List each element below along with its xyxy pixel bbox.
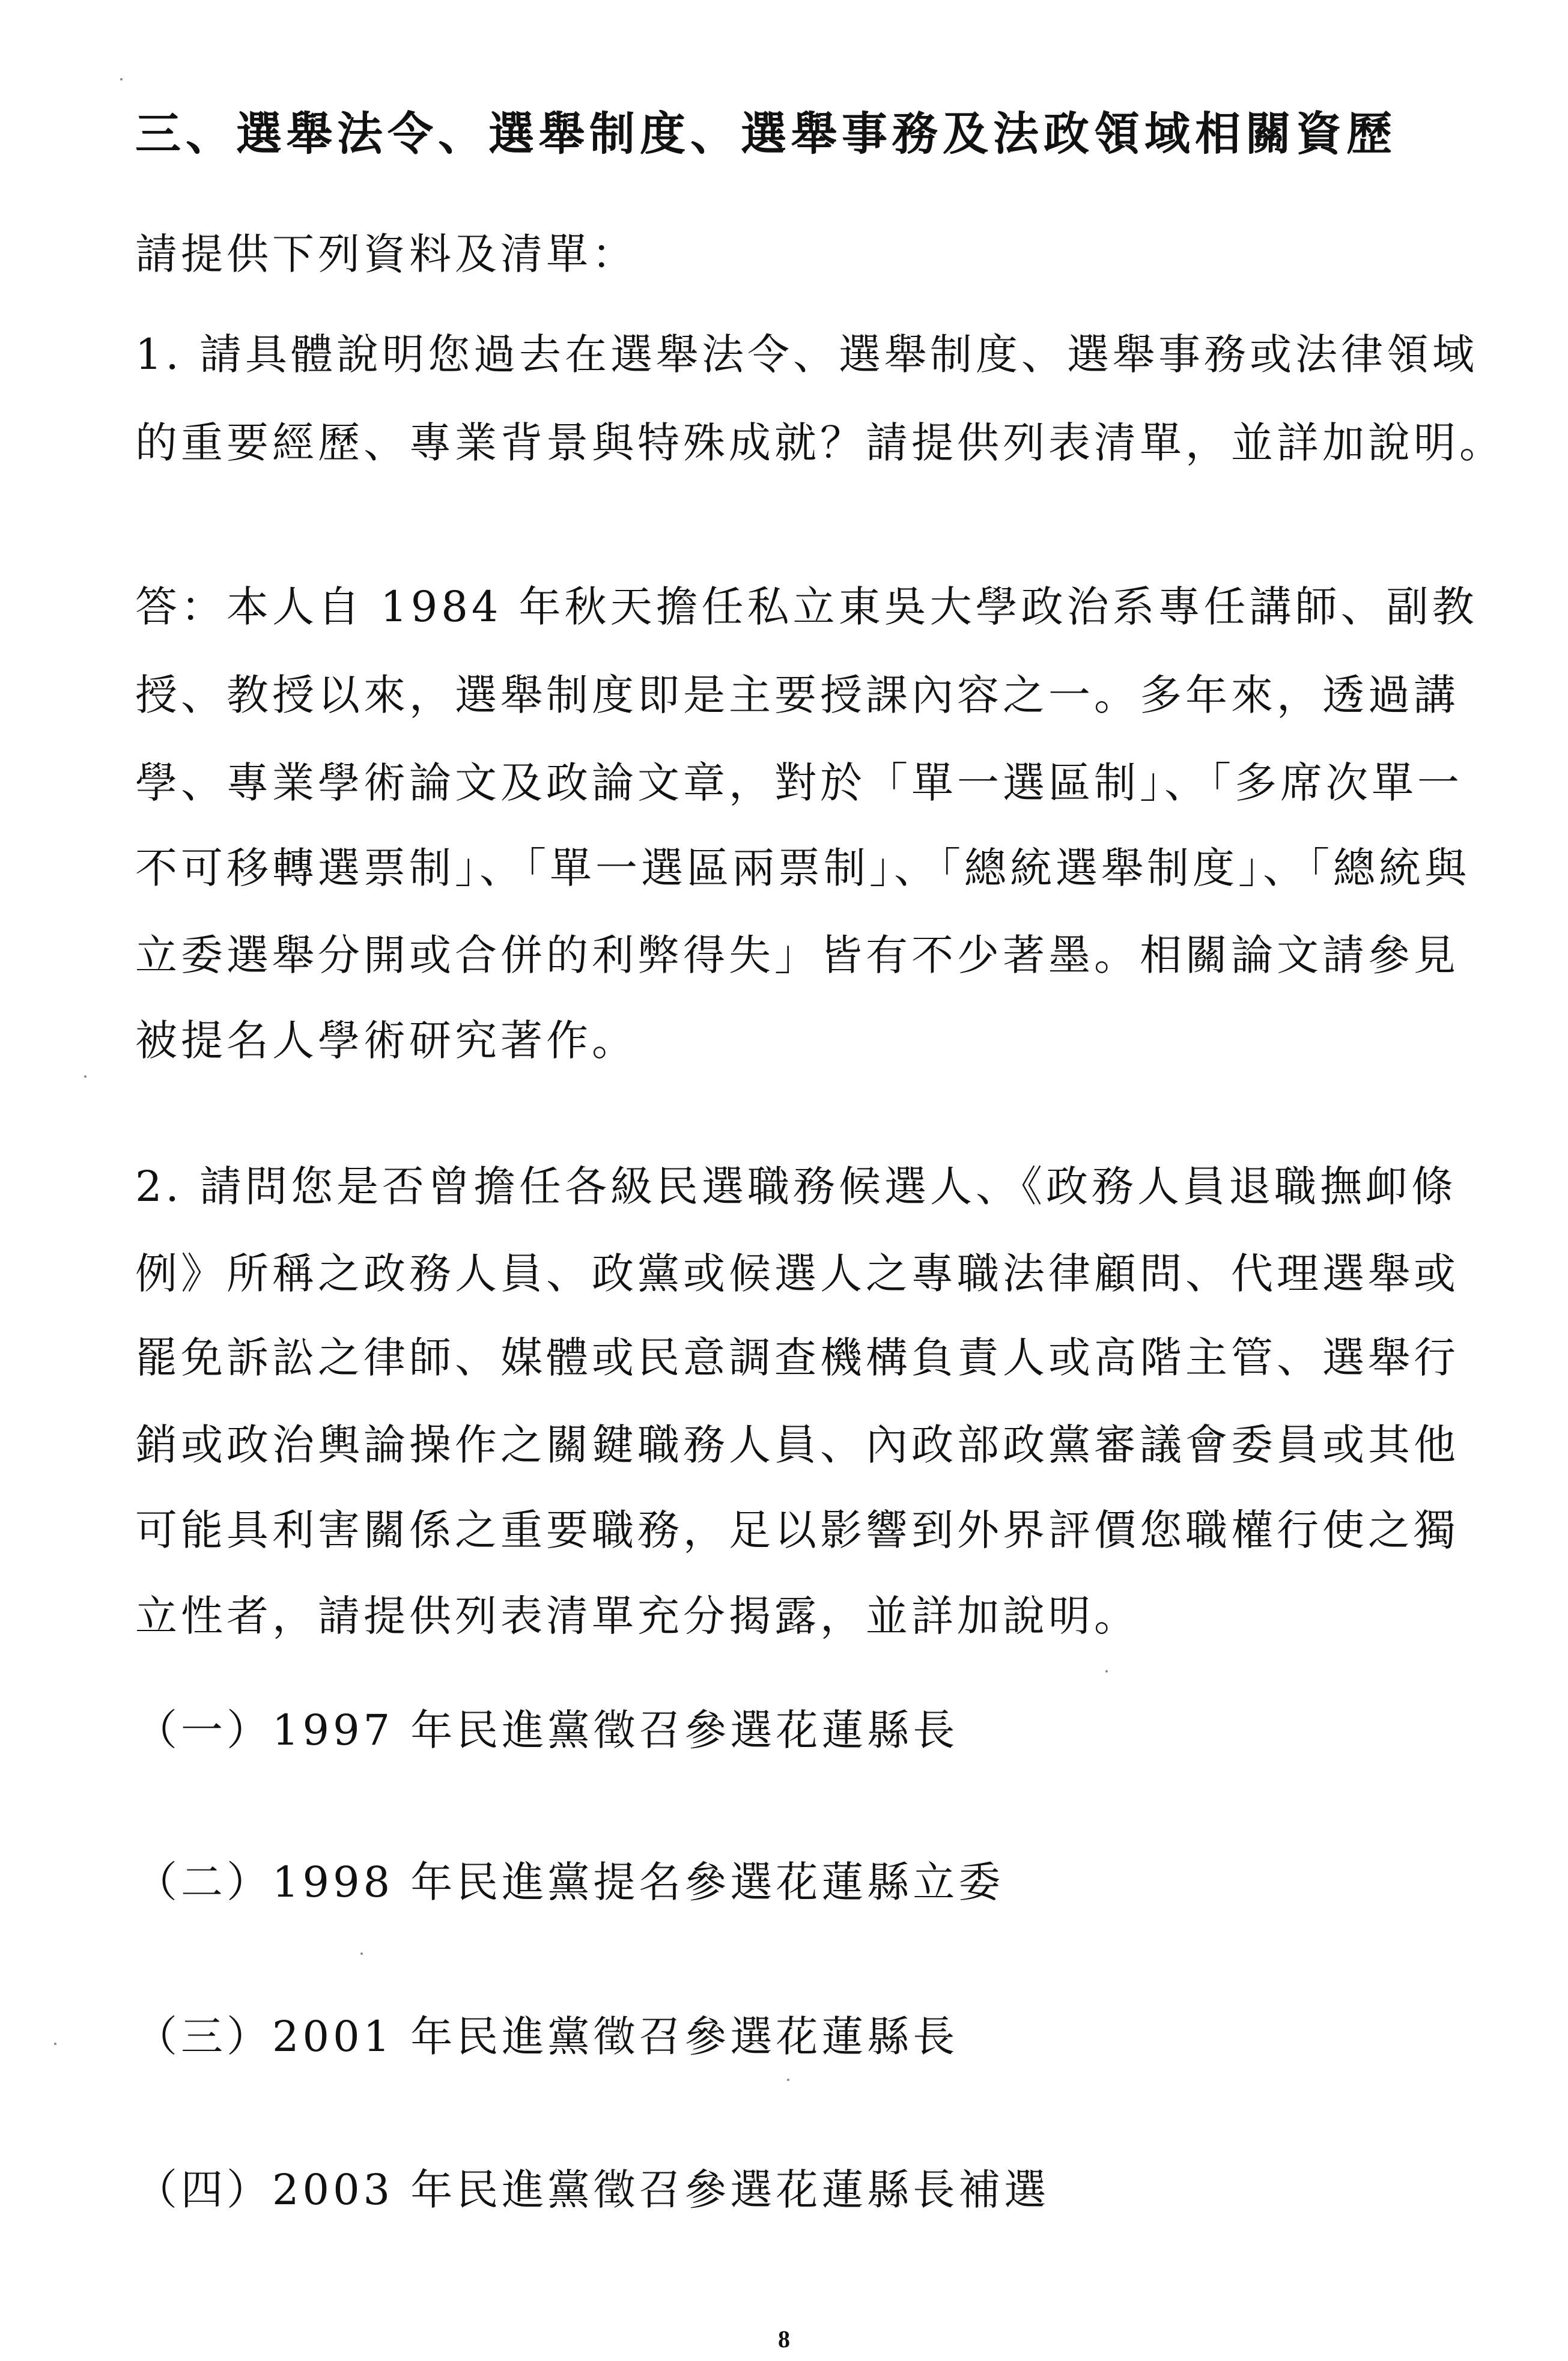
- answer1-line-4: 不可移轉選票制」、「單一選區兩票制」、「總統選舉制度」、「總統與: [135, 843, 1470, 893]
- scan-speck: [84, 1075, 87, 1078]
- page-number: 8: [778, 2326, 790, 2353]
- question2-line-5: 可能具利害關係之重要職務，足以影響到外界評價您職權行使之獨: [135, 1506, 1459, 1555]
- list-item: （一）1997 年民進黨徵召參選花蓮縣長: [135, 1706, 959, 1755]
- question1-line-1: 1. 請具體說明您過去在選舉法令、選舉制度、選舉事務或法律領域: [135, 330, 1478, 379]
- question2-line-2: 例》所稱之政務人員、政黨或候選人之專職法律顧問、代理選舉或: [135, 1249, 1459, 1298]
- section-heading: 三、選舉法令、選舉制度、選舉事務及法政領域相關資歷: [135, 107, 1397, 160]
- question1-line-2: 的重要經歷、專業背景與特殊成就？請提供列表清單，並詳加說明。: [135, 418, 1505, 467]
- section-intro: 請提供下列資料及清單：: [135, 229, 637, 279]
- scan-speck: [54, 2043, 56, 2045]
- answer1-line-3: 學、專業學術論文及政論文章，對於「單一選區制」、「多席次單一: [135, 758, 1463, 807]
- list-item: （二）1998 年民進黨提名參選花蓮縣立委: [135, 1858, 1004, 1907]
- question2-line-1: 2. 請問您是否曾擔任各級民選職務候選人、《政務人員退職撫卹條: [135, 1162, 1457, 1211]
- scan-speck: [787, 2079, 789, 2081]
- question2-line-4: 銷或政治輿論操作之關鍵職務人員、內政部政黨審議會委員或其他: [135, 1420, 1459, 1469]
- scan-speck: [1105, 1670, 1108, 1673]
- scan-speck: [360, 1952, 363, 1955]
- question2-line-6: 立性者，請提供列表清單充分揭露，並詳加說明。: [135, 1591, 1140, 1641]
- list-item: （四）2003 年民進黨徵召參選花蓮縣長補選: [135, 2165, 1050, 2214]
- answer1-line-6: 被提名人學術研究著作。: [135, 1016, 637, 1065]
- scan-speck: [120, 78, 123, 81]
- answer1-line-2: 授、教授以來，選舉制度即是主要授課內容之一。多年來，透過講: [135, 670, 1459, 720]
- question2-line-3: 罷免訴訟之律師、媒體或民意調查機構負責人或高階主管、選舉行: [135, 1333, 1459, 1382]
- list-item: （三）2001 年民進黨徵召參選花蓮縣長: [135, 2012, 959, 2061]
- answer1-line-5: 立委選舉分開或合併的利弊得失」皆有不少著墨。相關論文請參見: [135, 931, 1459, 980]
- answer1-line-1: 答：本人自 1984 年秋天擔任私立東吳大學政治系專任講師、副教: [135, 582, 1478, 631]
